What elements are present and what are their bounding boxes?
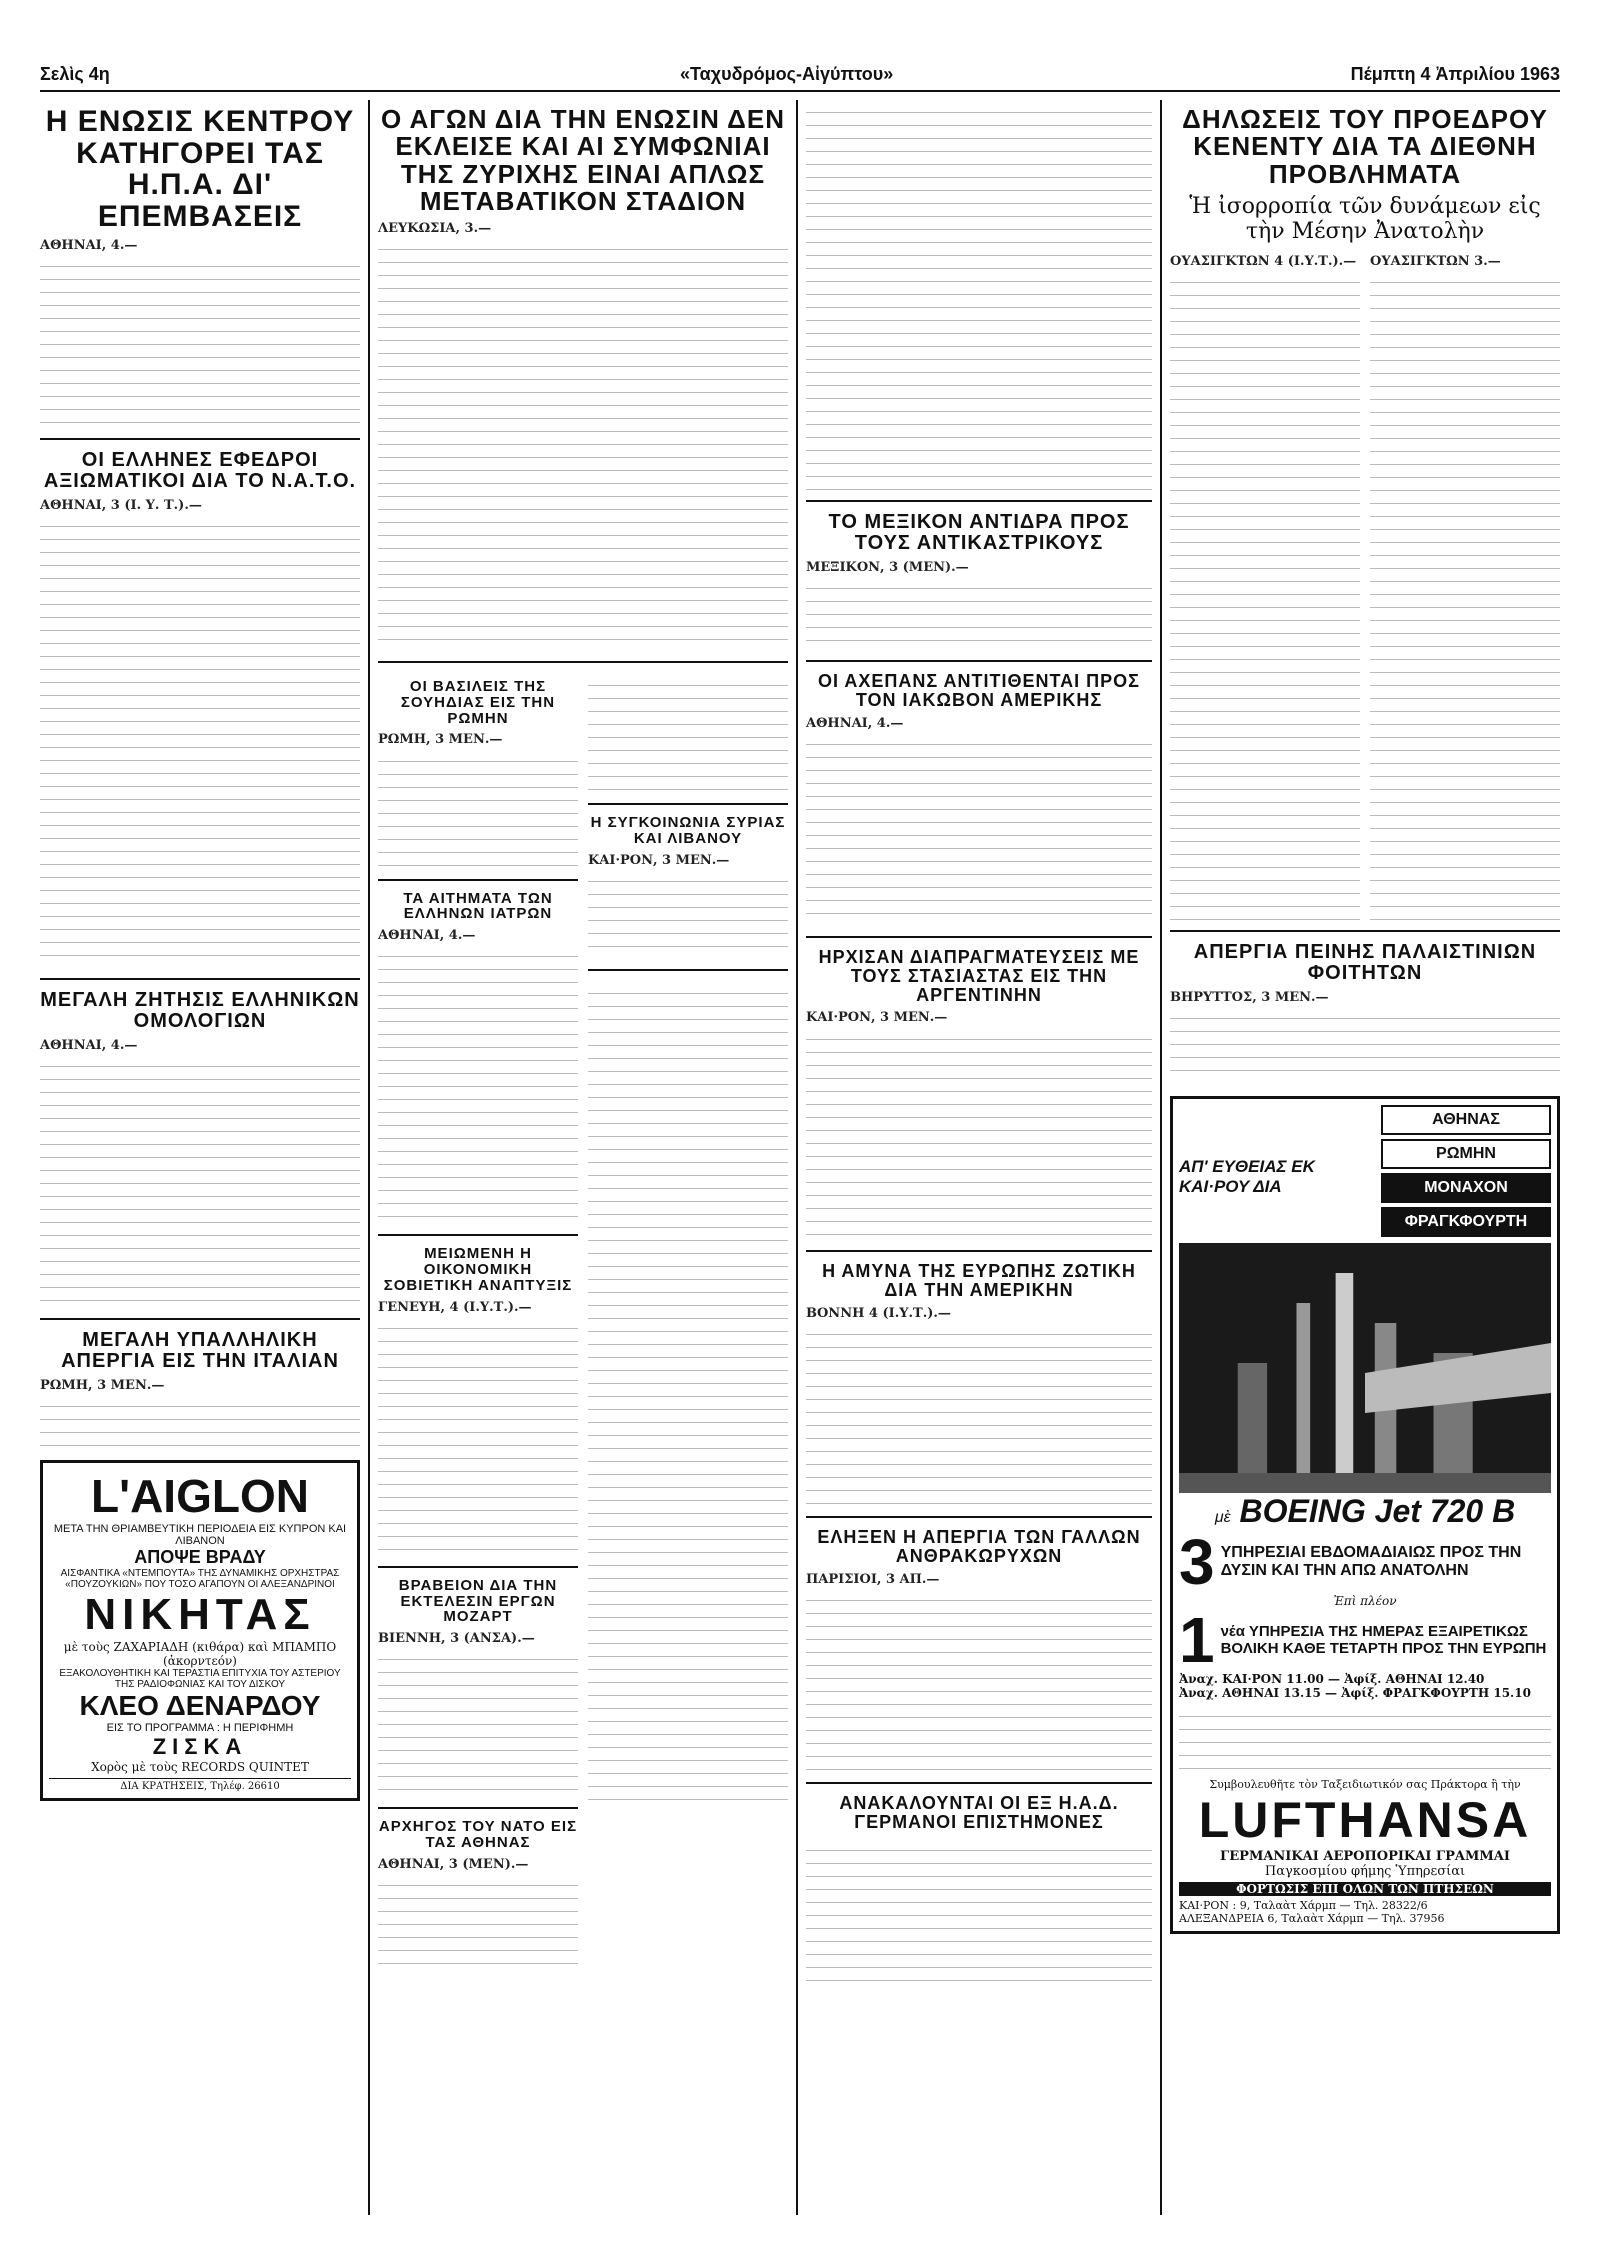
ad-venue-name: L'AIGLON (91, 1470, 309, 1522)
article-body (1370, 254, 1560, 920)
ad-performer: ΝΙΚΗΤΑΣ (84, 1590, 316, 1639)
dateline: ΚΑΙ·ΡΟΝ, 3 ΜΕΝ.— (806, 1010, 948, 1026)
headline: ΗΡΧΙΣΑΝ ΔΙΑΠΡΑΓΜΑΤΕΥΣΕΙΣ ΜΕ ΤΟΥΣ ΣΤΑΣΙΑΣΤΑΣ ΕΙΣ ΤΗΝ ΑΡΓΕΝΤΙΝΗΝ (818, 946, 1140, 1005)
flights-count: 3 (1179, 1526, 1215, 1599)
subheadline: Ἡ ἰσορροπία τῶν δυνάμεων εἰς τὴν Μέσην Ἀνατολὴν (1189, 193, 1541, 244)
paper-name: «Ταχυδρόμος-Αἰγύπτου» (680, 64, 894, 84)
headline: ΑΠΕΡΓΙΑ ΠΕΙΝΗΣ ΠΑΛΑΙΣΤΙΝΙΩΝ ΦΟΙΤΗΤΩΝ (1193, 941, 1537, 985)
dateline: ΑΘΗΝΑΙ, 4.— (40, 1038, 138, 1053)
dateline: ΑΘΗΝΑΙ, 4.— (806, 715, 904, 731)
dateline: ΒΙΕΝΝΗ, 3 (ΑΝΣΑ).— (378, 1631, 535, 1647)
article-body (806, 716, 1152, 926)
headline: Η ΑΜΥΝΑ ΤΗΣ ΕΥΡΩΠΗΣ ΖΩΤΙΚΗ ΔΙΑ ΤΗΝ ΑΜΕΡΙΚΗΝ (822, 1261, 1136, 1301)
headline: ΟΙ ΕΛΛΗΝΕΣ ΕΦΕΔΡΟΙ ΑΞΙΩΜΑΤΙΚΟΙ ΔΙΑ ΤΟ Ν.Α.Τ.Ο. (43, 449, 357, 492)
ad-line: Παγκοσμίου φήμης Ὑπηρεσίαι (1264, 1864, 1466, 1880)
headline: Ο ΑΓΩΝ ΔΙΑ ΤΗΝ ΕΝΩΣΙΝ ΔΕΝ ΕΚΛΕΙΣΕ ΚΑΙ ΑΙ ΣΥΜΦΩΝΙΑΙ ΤΗΣ ΖΥΡΙΧΗΣ ΕΙΝΑΙ ΑΠΛΩΣ ΜΕΤΑΒΑΤΙΚΟΝ ΣΤΑΔΙΟΝ (381, 104, 785, 216)
dateline: ΟΥΑΣΙΓΚΤΩΝ 4 (Ι.Υ.Τ.).— (1170, 253, 1357, 269)
article-body (806, 560, 1152, 650)
headline: ΜΕΙΩΜΕΝΗ Η ΟΙΚΟΝΟΜΙΚΗ ΣΟΒΙΕΤΙΚΗ ΑΝΑΠΤΥΞΙΣ (383, 1245, 573, 1294)
headline: ΜΕΓΑΛΗ ΖΗΤΗΣΙΣ ΕΛΛΗΝΙΚΩΝ ΟΜΟΛΟΓΙΩΝ (40, 989, 360, 1032)
dateline: ΒΗΡΥΤΤΟΣ, 3 ΜΕΝ.— (1170, 990, 1329, 1006)
dateline: ΓΕΝΕΥΗ, 4 (Ι.Υ.Τ.).— (378, 1299, 532, 1315)
column-1 (40, 100, 360, 2215)
article-body (40, 1378, 360, 1448)
ad-singer: ΚΛΕΟ ΔΕΝΑΡΔΟΥ (79, 1690, 321, 1721)
destination-city: ΑΘΗΝΑΣ (1381, 1105, 1551, 1135)
dateline: ΑΘΗΝΑΙ, 3 (Ι. Υ. Τ.).— (40, 498, 202, 513)
ad-line: ΓΕΡΜΑΝΙΚΑΙ ΑΕΡΟΠΟΡΙΚΑΙ ΓΡΑΜΜΑΙ (1220, 1849, 1510, 1865)
column-4 (1170, 100, 1560, 2215)
headline: ΕΛΗΞΕΝ Η ΑΠΕΡΓΙΑ ΤΩΝ ΓΑΛΛΩΝ ΑΝΘΡΑΚΩΡΥΧΩΝ (817, 1527, 1141, 1567)
dateline: ΜΕΞΙΚΟΝ, 3 (ΜΕΝ).— (806, 560, 969, 575)
ad-line: νέα ΥΠΗΡΕΣΙΑ ΤΗΣ ΗΜΕΡΑΣ ΕΞΑΙΡΕΤΙΚΩΣ ΒΟΛΙΚΗ ΚΑΘΕ ΤΕΤΑΡΤΗ ΠΡΟΣ ΤΗΝ ΕΥΡΩΠΗ (1220, 1623, 1547, 1658)
ad-lufthansa (1170, 1096, 1560, 1934)
ad-line: Ἐπὶ πλέον (1333, 1594, 1397, 1609)
article-body (378, 1631, 578, 1797)
new-service-count: 1 (1179, 1604, 1215, 1677)
headline: ΤΑ ΑΙΤΗΜΑΤΑ ΤΩΝ ΕΛΛΗΝΩΝ ΙΑΤΡΩΝ (403, 889, 553, 923)
ad-line: ΜΕΤΑ ΤΗΝ ΘΡΙΑΜΒΕΥΤΙΚΗ ΠΕΡΙΟΔΕΙΑ ΕΙΣ ΚΥΠΡΟΝ ΚΑΙ ΛΙΒΑΝΟΝ (53, 1523, 347, 1547)
page-number: Σελὶς 4η (40, 64, 110, 84)
schedule: Ἀναχ. ΚΑΙ·ΡΟΝ 11.00 — Ἀφίξ. ΑΘΗΝΑΙ 12.40 (1179, 1672, 1485, 1687)
ad-line: Χορὸς μὲ τοὺς RECORDS QUINTET (91, 1760, 309, 1774)
dateline: ΑΘΗΝΑΙ, 3 (ΜΕΝ).— (378, 1856, 529, 1872)
article-body (588, 853, 788, 959)
article-body (806, 1572, 1152, 1772)
article-body (378, 1300, 578, 1556)
dateline: ΡΩΜΗ, 3 ΜΕΝ.— (378, 732, 503, 748)
headline: ΟΙ ΒΑΣΙΛΕΙΣ ΤΗΣ ΣΟΥΗΔΙΑΣ ΕΙΣ ΤΗΝ ΡΩΜΗΝ (400, 678, 556, 727)
ad-address: ΑΛΕΞΑΝΔΡΕΙΑ 6, Ταλαὰτ Χάρμπ — Τηλ. 37956 (1179, 1912, 1445, 1926)
masthead (40, 60, 1560, 92)
issue-date: Πέμπτη 4 Ἀπριλίου 1963 (1350, 64, 1560, 84)
ad-line: ΦΟΡΤΩΣΙΣ ΕΠΙ ΟΛΩΝ ΤΩΝ ΠΤΗΣΕΩΝ (1179, 1882, 1551, 1896)
article-body (40, 238, 360, 428)
article-body (378, 221, 788, 651)
ad-line: ΑΙΣΦΑΝΤΙΚΑ «ΝΤΕΜΠΟΥΤΑ» ΤΗΣ ΔΥΝΑΜΙΚΗΣ ΟΡΧΗΣΤΡΑΣ «ΠΟΥΖΟΥΚΙΩΝ» ΠΟΥ ΤΟΣΟ ΑΓΑΠΟΥΝ ΟΙ ΑΛΕΞΑΝΔΡΙΝΟΙ (60, 1568, 340, 1590)
destination-city: ΦΡΑΓΚΦΟΥΡΤΗ (1381, 1207, 1551, 1237)
destination-city: ΡΩΜΗΝ (1381, 1139, 1551, 1169)
ad-line: μὲ τοὺς ΖΑΧΑΡΙΑΔΗ (κιθάρα) καὶ ΜΠΑΜΠΟ (ἀκορντεόν) (63, 1640, 337, 1668)
headline: ΟΙ ΑΧΕΠΑΝΣ ΑΝΤΙΤΙΘΕΝΤΑΙ ΠΡΟΣ ΤΟΝ ΙΑΚΩΒΟΝ ΑΜΕΡΙΚΗΣ (818, 671, 1140, 710)
ad-address: ΚΑΙ·ΡΟΝ : 9, Ταλαὰτ Χάρμπ — Τηλ. 28322/6 (1179, 1899, 1428, 1913)
headline: ΤΟ ΜΕΞΙΚΟΝ ΑΝΤΙΔΡΑ ΠΡΟΣ ΤΟΥΣ ΑΝΤΙΚΑΣΤΡΙΚΟΥΣ (828, 511, 1130, 554)
plane-model-name: BOEING Jet 720 B (1239, 1493, 1516, 1530)
dateline: ΟΥΑΣΙΓΚΤΩΝ 3.— (1370, 253, 1501, 269)
article-body (378, 1857, 578, 1973)
article-body (378, 732, 578, 868)
dateline: ΚΑΙ·ΡΟΝ, 3 ΜΕΝ.— (588, 852, 730, 868)
ad-line: ΕΙΣ ΤΟ ΠΡΟΓΡΑΜΜΑ : Η ΠΕΡΙΦΗΜΗ (106, 1722, 294, 1734)
headline: ΑΝΑΚΑΛΟΥΝΤΑΙ ΟΙ ΕΞ Η.Α.Δ. ΓΕΡΜΑΝΟΙ ΕΠΙΣΤΗΜΟΝΕΣ (839, 1793, 1119, 1832)
article-body (806, 1010, 1152, 1240)
plane-model (1179, 1493, 1551, 1530)
dateline: ΒΟΝΝΗ 4 (Ι.Υ.Τ.).— (806, 1306, 951, 1322)
headline: ΜΕΓΑΛΗ ΥΠΑΛΛΗΛΙΚΗ ΑΠΕΡΓΙΑ ΕΙΣ ΤΗΝ ΙΤΑΛΙΑΝ (61, 1329, 339, 1372)
schedule: Ἀναχ. ΑΘΗΝΑΙ 13.15 — Ἀφίξ. ΦΡΑΓΚΦΟΥΡΤΗ 15.10 (1179, 1686, 1531, 1701)
ad-tagline: ΑΠ' ΕΥΘΕΙΑΣ ΕΚ ΚΑΙ·ΡΟΥ ΔΙΑ (1179, 1157, 1315, 1197)
headline: ΔΗΛΩΣΕΙΣ ΤΟΥ ΠΡΟΕΔΡΟΥ ΚΕΝΕΝΤΥ ΔΙΑ ΤΑ ΔΙΕΘΝΗ ΠΡΟΒΛΗΜΑΤΑ (1182, 104, 1548, 189)
article-body (1170, 990, 1560, 1080)
ad-line: Συμβουλευθῆτε τὸν Ταξειδιωτικόν σας Πράκτορα ἢ τὴν (1209, 1778, 1521, 1792)
ad-phone: ΔΙΑ ΚΡΑΤΗΣΕΙΣ, Τηλέφ. 26610 (49, 1778, 351, 1792)
ad-line: ΥΠΗΡΕΣΙΑΙ ΕΒΔΟΜΑΔΙΑΙΩΣ ΠΡΟΣ ΤΗΝ ΔΥΣΙΝ ΚΑΙ ΤΗΝ ΑΠΩ ΑΝΑΤΟΛΗΝ (1220, 1544, 1522, 1580)
article-body (40, 1038, 360, 1308)
dateline: ΑΘΗΝΑΙ, 4.— (378, 928, 476, 944)
column-2 (378, 100, 788, 2215)
article-body (378, 928, 578, 1224)
headline: Η ΕΝΩΣΙΣ ΚΕΝΤΡΟΥ ΚΑΤΗΓΟΡΕΙ ΤΑΣ Η.Π.Α. ΔΙ' ΕΠΕΜΒΑΣΕΙΣ (45, 105, 355, 233)
destination-city: ΜΟΝΑΧΟΝ (1381, 1173, 1551, 1203)
article-body (1170, 254, 1360, 920)
headline: ΑΡΧΗΓΟΣ ΤΟΥ ΝΑΤΟ ΕΙΣ ΤΑΣ ΑΘΗΝΑΣ (378, 1818, 578, 1852)
dateline: ΡΩΜΗ, 3 ΜΕΝ.— (40, 1378, 165, 1393)
article-body (40, 498, 360, 968)
headline: ΒΡΑΒΕΙΟΝ ΔΙΑ ΤΗΝ ΕΚΤΕΛΕΣΙΝ ΕΡΓΩΝ ΜΟΖΑΡΤ (398, 1576, 558, 1626)
column-3 (806, 100, 1152, 2215)
plane-prefix: μὲ (1214, 1509, 1231, 1527)
headline: Η ΣΥΓΚΟΙΝΩΝΙΑ ΣΥΡΙΑΣ ΚΑΙ ΛΙΒΑΝΟΥ (590, 814, 786, 847)
dateline: ΛΕΥΚΩΣΙΑ, 3.— (378, 221, 492, 237)
brand-name: LUFTHANSA (1198, 1792, 1532, 1849)
ad-line: ΑΠΟΨΕ ΒΡΑΔΥ (134, 1547, 266, 1567)
city-night-photo (1179, 1243, 1551, 1493)
ad-line: ΕΞΑΚΟΛΟΥΘΗΤΙΚΗ ΚΑΙ ΤΕΡΑΣΤΙΑ ΕΠΙΤΥΧΙΑ ΤΟΥ ΑΣΤΕΡΙΟΥ ΤΗΣ ΡΑΔΙΟΦΩΝΙΑΣ ΚΑΙ ΤΟΥ ΔΙΣΚΟΥ (59, 1668, 341, 1690)
dateline: ΠΑΡΙΣΙΟΙ, 3 ΑΠ.— (806, 1572, 940, 1588)
ad-laiglon (40, 1460, 360, 1801)
article-body (806, 1306, 1152, 1506)
ad-dancer: ΖΙΣΚΑ (152, 1734, 248, 1759)
dateline: ΑΘΗΝΑΙ, 4.— (40, 238, 138, 253)
